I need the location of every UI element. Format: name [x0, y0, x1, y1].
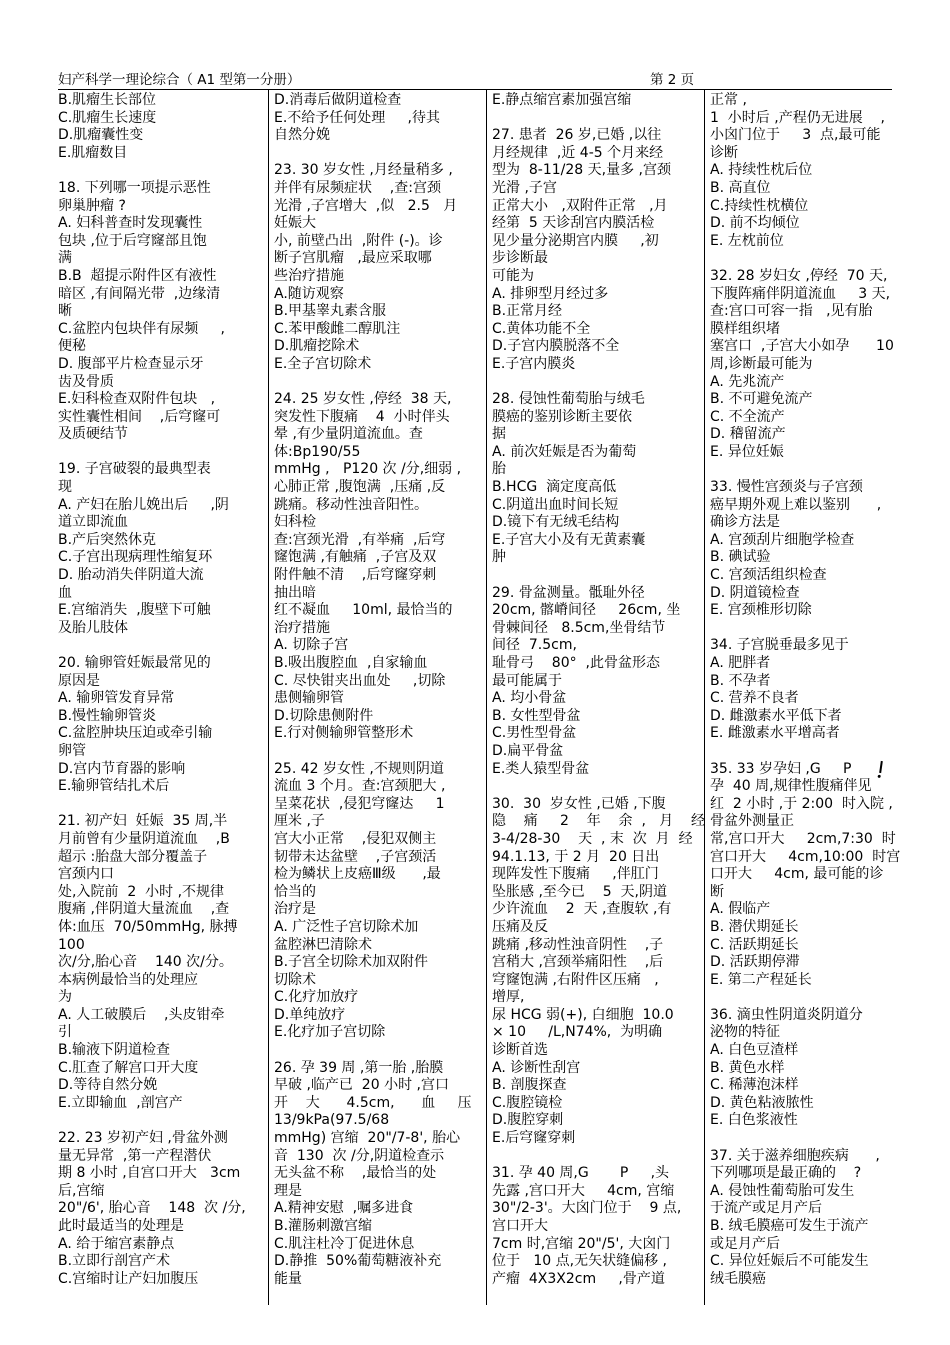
- column-divider: [268, 90, 269, 1305]
- text-line: 红 2 小时 ,于 2:00 时入院 ,: [710, 795, 893, 812]
- text-line: 处,入院前 2 小时 ,不规律: [58, 883, 225, 900]
- text-line: 3-4/28-30 天 , 末 次 月 经: [492, 830, 693, 847]
- text-line: 跳痛 ,移动性浊音阴性 ,子: [492, 936, 664, 953]
- text-line: A. 肥胖者: [710, 655, 771, 671]
- text-line: 腹痛 ,伴阴道大量流血 ,查: [58, 901, 230, 918]
- text-line: 呈菜花状 ,侵犯穹窿达 1: [274, 795, 445, 812]
- text-line: 宫口开大 4cm,10:00 时宫: [710, 848, 901, 865]
- text-line: 现阵发性下腹痛 ,伴肛门: [492, 866, 659, 883]
- text-line: 20cm, 髂嵴间径 26cm, 坐: [492, 602, 681, 619]
- text-line: 无头盆不称 ,最恰当的处: [274, 1165, 437, 1182]
- text-line: mmHg , P120 次 /分,细弱 ,: [274, 461, 462, 478]
- text-line: 34. 子宫脱垂最多见于: [710, 637, 849, 654]
- text-line: 肿: [492, 549, 506, 566]
- text-column-1: [58, 92, 263, 1288]
- text-line: 诊断: [710, 144, 738, 161]
- text-line: 31. 孕 40 周,G P ,头: [492, 1165, 670, 1182]
- text-line: 妇科检: [274, 514, 316, 531]
- text-line: 经第 5 天诊刮宫内膜活检: [492, 215, 655, 232]
- text-line: 及质硬结节: [58, 426, 128, 443]
- text-line: B.灌肠刺激宫缩: [274, 1218, 373, 1234]
- text-column-4: [710, 92, 900, 1288]
- text-line: 孕 40 周,规律性腹痛伴见: [710, 778, 872, 795]
- spacer: [710, 1130, 900, 1148]
- text-line: 增厚,: [492, 989, 525, 1006]
- text-line: 盆腔淋巴清除术: [274, 936, 372, 953]
- text-line: 检为鳞状上皮癌Ⅲ级 ,最: [274, 866, 441, 883]
- text-line: 开 大 4.5cm, 血 压: [274, 1094, 472, 1111]
- text-line: 位于 10 点,无矢状缝偏移 ,: [492, 1253, 667, 1270]
- text-line: E. 白色浆液性: [710, 1112, 798, 1129]
- text-line: 些治疗措施: [274, 267, 344, 284]
- spacer: [492, 778, 700, 796]
- text-line: 确诊方法是: [710, 514, 780, 531]
- text-line: 治疗是: [274, 901, 316, 918]
- text-line: B. 高直位: [710, 179, 771, 196]
- text-line: C.化疗加放疗: [274, 989, 359, 1006]
- spacer: [492, 374, 700, 392]
- text-line: 能量: [274, 1270, 302, 1287]
- text-line: 音 130 次 /分,阴道检查示: [274, 1147, 445, 1164]
- text-line: 光滑 ,子宫: [492, 179, 557, 196]
- text-line: C. 不全流产: [710, 408, 785, 425]
- text-line: E.子宫内膜炎: [492, 355, 576, 372]
- text-line: A.精神安慰 ,嘱多进食: [274, 1200, 414, 1217]
- text-line: B.吸出腹腔血 ,自家输血: [274, 655, 428, 671]
- spacer: [492, 1148, 700, 1166]
- text-line: 抽出暗: [274, 584, 316, 601]
- text-line: C.腹腔镜检: [492, 1094, 563, 1111]
- text-line: 可能为: [492, 267, 534, 284]
- text-line: B.产后突然休克: [58, 531, 157, 548]
- text-line: 厘米 ,子: [274, 813, 325, 830]
- text-line: 道立即流血: [58, 514, 128, 531]
- text-line: E. 雌激素水平增高者: [710, 725, 840, 742]
- text-line: 隐 痛 2 年 余 , 月 经: [492, 813, 706, 830]
- text-line: 骨盆外测量正: [710, 813, 794, 830]
- text-line: 妊娠大: [274, 215, 316, 232]
- text-line: A.随访观察: [274, 285, 344, 302]
- text-line: D. 活跃期停滞: [710, 954, 800, 971]
- text-line: 最可能属于: [492, 672, 562, 689]
- text-line: E.不给予任何处理 ,待其: [274, 109, 440, 126]
- text-line: A. 切除子宫: [274, 637, 349, 654]
- text-line: C. 营养不良者: [710, 690, 799, 707]
- text-line: B.B 超提示附件区有液性: [58, 267, 217, 284]
- text-line: 超示 :胎盘大部分覆盖子: [58, 848, 208, 865]
- text-line: 原因是: [58, 672, 100, 689]
- text-line: A. 宫颈刮片细胞学检查: [710, 531, 855, 548]
- text-line: 流血 3 个月。查:宫颈肥大 ,: [274, 778, 446, 795]
- text-line: 理是: [274, 1182, 302, 1199]
- header-title: 妇产科学一理论综合（ A1 型第一分册）: [58, 72, 301, 88]
- text-line: 正常 ,: [710, 92, 747, 108]
- text-line: 心肺正常 ,腹饱满 ,压痛 ,反: [274, 479, 446, 496]
- text-line: E.类人猿型骨盆: [492, 760, 590, 777]
- text-line: A. 人工破膜后 ,头皮钳牵: [58, 1006, 225, 1023]
- text-line: 卵巢肿瘤 ?: [58, 197, 126, 214]
- text-line: 1 小时后 ,产程仍无进展 ,: [710, 109, 885, 126]
- text-line: 血: [58, 584, 72, 601]
- text-column-2: [274, 92, 482, 1288]
- text-line: A. 假临产: [710, 901, 771, 918]
- text-line: 膜癌的鉴别诊断主要依: [492, 408, 632, 425]
- text-line: 满: [58, 250, 72, 267]
- spacer: [710, 250, 900, 268]
- text-line: 20. 输卵管妊娠最常见的: [58, 655, 211, 671]
- text-line: 18. 下列哪一项提示恶性: [58, 179, 211, 196]
- text-line: D. 胎动消失伴阴道大流: [58, 567, 204, 584]
- text-line: B.慢性输卵管炎: [58, 707, 157, 724]
- text-line: D.肌瘤囊性变: [58, 127, 144, 144]
- spacer: [710, 461, 900, 479]
- text-line: E.子宫大小及有无黄素囊: [492, 531, 646, 548]
- column-divider: [486, 90, 487, 1305]
- text-line: 下腹阵痛伴阴道流血 3 天,: [710, 285, 891, 302]
- text-line: 量无异常 ,第一产程潜伏: [58, 1147, 212, 1164]
- text-line: 月经规律 ,近 4-5 个月来经: [492, 144, 664, 161]
- text-line: C.肛查了解宫口开大度: [58, 1059, 199, 1076]
- spacer: [274, 145, 482, 163]
- text-line: 泌物的特征: [710, 1024, 780, 1041]
- text-line: A. 妇科普查时发现囊性: [58, 215, 203, 232]
- text-line: 常,宫口开大 2cm,7:30 时: [710, 830, 896, 847]
- spacer: [58, 637, 263, 655]
- text-line: 26. 孕 39 周 ,第一胎 ,胎膜: [274, 1059, 444, 1076]
- text-line: C.男性型骨盆: [492, 725, 577, 742]
- text-line: 23. 30 岁女性 ,月经量稍多 ,: [274, 162, 453, 179]
- text-line: 断: [710, 883, 724, 900]
- text-line: D.肌瘤挖除术: [274, 338, 360, 355]
- text-line: D. 雌激素水平低下者: [710, 707, 842, 724]
- text-line: 窿饱满 ,有触痛 ,子宫及双: [274, 549, 437, 566]
- text-line: 32. 28 岁妇女 ,停经 70 天,: [710, 267, 888, 284]
- text-line: C.阴道出血时间长短: [492, 496, 619, 513]
- spacer: [492, 110, 700, 128]
- spacer: [58, 444, 263, 462]
- text-line: D.腹腔穿刺: [492, 1112, 564, 1129]
- text-line: 于流产或足月产后: [710, 1200, 822, 1217]
- text-line: 下列哪项是最正确的 ?: [710, 1165, 862, 1182]
- text-line: 35. 33 岁孕妇 ,G P: [710, 760, 852, 777]
- text-line: 宫大小正常 ,侵犯双侧主: [274, 830, 437, 847]
- text-line: 本病例最恰当的处理应: [58, 971, 198, 988]
- text-line: 小, 前壁凸出 ,附件 (-)。诊: [274, 232, 443, 249]
- text-line: C.持续性枕横位: [710, 197, 809, 214]
- text-line: D.单纯放疗: [274, 1006, 346, 1023]
- spacer: [710, 989, 900, 1007]
- text-line: × 10 /L,N74%, 为明确: [492, 1024, 663, 1041]
- text-line: 25. 42 岁女性 ,不规则阴道: [274, 760, 444, 777]
- text-line: E.后穹窿穿刺: [492, 1130, 576, 1147]
- text-line: 韧带未达盆壁 ,子宫颈活: [274, 848, 437, 865]
- text-line: 卵管: [58, 742, 86, 759]
- text-line: A. 先兆流产: [710, 373, 785, 390]
- text-line: 间径 7.5cm,: [492, 637, 577, 654]
- text-line: 20"/6', 胎心音 148 次 /分,: [58, 1200, 246, 1217]
- text-line: B. 不可避免流产: [710, 391, 813, 408]
- text-line: B. 女性型骨盆: [492, 707, 581, 724]
- text-line: B.输液下阴道检查: [58, 1042, 171, 1059]
- text-line: 膜样组织堵: [710, 320, 780, 337]
- text-line: 尿 HCG 弱(+), 白细胞 10.0: [492, 1006, 674, 1023]
- text-line: 现: [58, 479, 72, 496]
- text-line: A. 产妇在胎儿娩出后 ,阴: [58, 496, 229, 513]
- text-line: 产瘤 4X3X2cm ,骨产道: [492, 1270, 665, 1287]
- text-line: 或足月产后: [710, 1235, 780, 1252]
- text-line: 附件触不清 ,后穹窿穿刺: [274, 567, 437, 584]
- text-line: D. 阴道镜检查: [710, 584, 800, 601]
- spacer: [710, 620, 900, 638]
- text-line: 据: [492, 426, 506, 443]
- text-line: C.盆腔内包块伴有尿频 ,: [58, 320, 225, 337]
- text-line: 红不凝血 10ml, 最恰当的: [274, 602, 453, 619]
- text-line: A. 前次妊娠是否为葡萄: [492, 443, 637, 460]
- spacer: [58, 796, 263, 814]
- column-divider: [704, 90, 705, 1305]
- text-line: 37. 关于滋养细胞疾病 ,: [710, 1147, 880, 1164]
- text-line: C. 活跃期延长: [710, 936, 799, 953]
- text-line: B. 剖腹探查: [492, 1077, 567, 1094]
- page-number: 第 2 页: [650, 72, 695, 88]
- text-line: 宫口开大: [492, 1218, 548, 1234]
- text-line: A. 持续性枕后位: [710, 162, 813, 179]
- text-line: 小囟门位于 3 点,最可能: [710, 127, 881, 144]
- text-line: 引: [58, 1024, 72, 1041]
- text-line: 自然分娩: [274, 127, 330, 144]
- text-line: B.立即行剖宫产术: [58, 1253, 171, 1270]
- text-line: 为: [58, 989, 72, 1006]
- text-line: 体:血压 70/50mmHg, 脉搏: [58, 918, 238, 935]
- text-line: B. 不孕者: [710, 672, 771, 689]
- text-line: 先露 ,宫口开大 4cm, 宫缩: [492, 1182, 675, 1199]
- text-line: 口开大 4cm, 最可能的诊: [710, 866, 884, 883]
- text-line: E.行对侧输卵管整形术: [274, 725, 414, 742]
- text-line: 19. 子宫破裂的最典型表: [58, 461, 211, 478]
- text-line: 坠胀感 ,至今已 5 天,阴道: [492, 883, 667, 900]
- text-line: C. 稀薄泡沫样: [710, 1077, 799, 1094]
- text-line: E.妇科检查双附件包块 ,: [58, 391, 216, 408]
- text-line: 恰当的: [274, 883, 316, 900]
- text-line: A. 排卵型月经过多: [492, 285, 609, 302]
- text-line: 绒毛膜癌: [710, 1270, 766, 1287]
- text-line: 切除术: [274, 971, 316, 988]
- text-line: 包块 ,位于后穹窿部且饱: [58, 232, 207, 249]
- text-line: 月前曾有少量阴道流血 ,B: [58, 830, 230, 847]
- text-line: C. 宫颈活组织检查: [710, 567, 827, 584]
- text-line: mmHg) 宫缩 20"/7-8', 胎心: [274, 1130, 461, 1147]
- text-line: 骨棘间径 8.5cm,坐骨结节: [492, 619, 666, 636]
- text-line: E. 宫颈椎形切除: [710, 602, 812, 619]
- text-line: D. 稽留流产: [710, 426, 786, 443]
- text-line: 齿及骨质: [58, 373, 114, 390]
- text-line: B.正常月经: [492, 303, 563, 320]
- spacer: [492, 567, 700, 585]
- text-line: 期 8 小时 ,自宫口开大 3cm: [58, 1165, 241, 1182]
- text-line: 步诊断最: [492, 250, 548, 267]
- text-line: A. 广泛性子宫切除术加: [274, 918, 419, 935]
- text-line: B.子宫全切除术加双附件: [274, 954, 429, 971]
- spacer: [274, 1042, 482, 1060]
- text-line: 突发性下腹痛 4 小时伴头: [274, 408, 450, 425]
- text-line: 见少量分泌期宫内膜 ,初: [492, 232, 659, 249]
- text-line: C.肌瘤生长速度: [58, 109, 157, 126]
- text-line: 28. 侵蚀性葡萄胎与绒毛: [492, 391, 645, 408]
- text-line: 周,诊断最可能为: [710, 355, 813, 372]
- text-line: 晰: [58, 303, 72, 320]
- text-line: 宫稍大 ,宫颈举痛阳性 ,后: [492, 954, 664, 971]
- text-line: 22. 23 岁初产妇 ,骨盆外测: [58, 1130, 228, 1147]
- text-line: E. 左枕前位: [710, 232, 784, 249]
- text-line: 断子宫肌瘤 ,最应采取哪: [274, 250, 432, 267]
- text-line: 胎: [492, 461, 506, 478]
- text-line: 癌早期外观上难以鉴别 ,: [710, 496, 882, 513]
- text-line: E.肌瘤数目: [58, 144, 128, 161]
- text-line: E.全子宫切除术: [274, 355, 372, 372]
- text-line: D.扁平骨盆: [492, 742, 564, 759]
- text-line: 少许流血 2 天 ,查腹软 ,有: [492, 901, 672, 918]
- text-line: 21. 初产妇 妊娠 35 周,半: [58, 813, 228, 830]
- text-line: 29. 骨盆测量。骶耻外径: [492, 584, 645, 601]
- text-line: 穹窿饱满 ,右附件区压痛 ,: [492, 971, 659, 988]
- text-line: 此时最适当的处理是: [58, 1218, 184, 1234]
- text-line: D.静推 50%葡萄糖液补充: [274, 1253, 442, 1270]
- text-line: 次/分,胎心音 140 次/分。: [58, 954, 233, 971]
- text-line: 光滑 ,子宫增大 ,似 2.5 月: [274, 197, 458, 214]
- text-line: 100: [58, 936, 85, 953]
- text-line: B.HCG 滴定度高低: [492, 479, 617, 496]
- text-line: 诊断首选: [492, 1042, 548, 1059]
- text-line: A. 白色豆渣样: [710, 1042, 799, 1059]
- text-line: C.黄体功能不全: [492, 320, 591, 337]
- text-line: E.静点缩宫素加强宫缩: [492, 92, 632, 108]
- text-line: B. 潜伏期延长: [710, 918, 799, 935]
- text-line: C. 尽快钳夹出血处 ,切除: [274, 672, 446, 689]
- text-line: 并伴有尿频症状 ,查:宫颈: [274, 179, 441, 196]
- text-line: 宫颈内口: [58, 866, 114, 883]
- text-line: E.立即输血 ,剖宫产: [58, 1094, 183, 1111]
- text-line: D.等待自然分娩: [58, 1077, 158, 1094]
- text-line: A. 均小骨盆: [492, 690, 567, 707]
- text-line: 查:宫颈光滑 ,有举痛 ,后穹: [274, 531, 446, 548]
- text-line: 7cm 时,宫缩 20"/5', 大囟门: [492, 1235, 671, 1252]
- text-line: 36. 滴虫性阴道炎阴道分: [710, 1006, 863, 1023]
- text-line: A. 侵蚀性葡萄胎可发生: [710, 1182, 855, 1199]
- text-line: 及胎儿肢体: [58, 619, 128, 636]
- text-line: D.子宫内膜脱落不全: [492, 338, 620, 355]
- spacer: [58, 1112, 263, 1130]
- text-line: E.化疗加子宫切除: [274, 1024, 386, 1041]
- text-line: D. 腹部平片检查显示牙: [58, 355, 204, 372]
- text-column-3: [492, 92, 706, 1288]
- text-line: C.苯甲酸雌二醇肌注: [274, 320, 401, 337]
- text-line: 耻骨弓 80° ,此骨盆形态: [492, 655, 660, 671]
- text-line: E. 异位妊娠: [710, 443, 784, 460]
- text-line: 正常大小 ,双附件正常 ,月: [492, 197, 668, 214]
- text-line: B. 绒毛膜癌可发生于流产: [710, 1218, 869, 1234]
- text-line: 型为 8-11/28 天,量多 ,宫颈: [492, 162, 672, 179]
- text-line: 实性囊性相间 ,后穹窿可: [58, 408, 221, 425]
- text-line: A. 诊断性刮宫: [492, 1059, 581, 1076]
- text-line: E.输卵管结扎术后: [58, 778, 170, 795]
- text-line: 跳痛。移动性浊音阳性。: [274, 496, 428, 513]
- text-line: 塞宫口 ,子宫大小如孕 10: [710, 338, 894, 355]
- text-line: 晕 ,有少量阴道流血。查: [274, 426, 423, 443]
- text-line: C. 异位妊娠后不可能发生: [710, 1253, 869, 1270]
- text-line: 13/9kPa(97.5/68: [274, 1112, 390, 1129]
- text-line: 30"/2-3'。大囟门位于 9 点,: [492, 1200, 682, 1217]
- text-line: 查:宫口可容一指 ,见有胎: [710, 303, 873, 320]
- text-line: 33. 慢性宫颈炎与子宫颈: [710, 479, 863, 496]
- text-line: E.宫缩消失 ,腹壁下可触: [58, 602, 211, 619]
- text-line: D. 黄色粘液脓性: [710, 1094, 814, 1111]
- text-line: 治疗措施: [274, 619, 330, 636]
- text-line: E. 第二产程延长: [710, 971, 812, 988]
- text-line: 94.1.13, 于 2 月 20 日出: [492, 848, 660, 865]
- text-line: C.盆腔肿块压迫或牵引输: [58, 725, 213, 742]
- text-line: B.甲基睾丸素含服: [274, 303, 387, 320]
- text-line: D.镜下有无绒毛结构: [492, 514, 620, 531]
- text-line: 患侧输卵管: [274, 690, 344, 707]
- text-line: D.宫内节育器的影响: [58, 760, 186, 777]
- text-line: B. 黄色水样: [710, 1059, 785, 1076]
- text-line: 早破 ,临产已 20 小时 ,宫口: [274, 1077, 449, 1094]
- text-line: 便秘: [58, 338, 86, 355]
- header-rule: [58, 89, 892, 90]
- text-line: A. 给于缩宫素静点: [58, 1235, 175, 1252]
- text-line: D.消毒后做阴道检查: [274, 92, 402, 108]
- text-line: C.宫缩时让产妇加腹压: [58, 1270, 199, 1287]
- text-line: C.子宫出现病理性缩复环: [58, 549, 213, 566]
- text-line: 30. 30 岁女性 ,已婚 ,下腹: [492, 795, 666, 812]
- text-line: D. 前不均倾位: [710, 215, 800, 232]
- text-line: D.切除患侧附件: [274, 707, 374, 724]
- text-line: 24. 25 岁女性 ,停经 38 天,: [274, 391, 452, 408]
- spacer: [710, 743, 900, 761]
- spacer: [58, 162, 263, 180]
- text-line: B.肌瘤生长部位: [58, 92, 157, 108]
- spacer: [274, 374, 482, 392]
- text-line: A. 输卵管发育异常: [58, 690, 175, 707]
- text-line: 压痛及反: [492, 918, 548, 935]
- text-line: 27. 患者 26 岁,已婚 ,以往: [492, 127, 662, 144]
- text-line: B. 碘试验: [710, 549, 771, 566]
- text-line: 暗区 ,有间隔光带 ,边缘清: [58, 285, 221, 302]
- text-line: 体:Bp190/55: [274, 443, 361, 460]
- text-line: 后,宫缩: [58, 1182, 105, 1199]
- spacer: [274, 743, 482, 761]
- text-line: C.肌注杜冷丁促进休息: [274, 1235, 415, 1252]
